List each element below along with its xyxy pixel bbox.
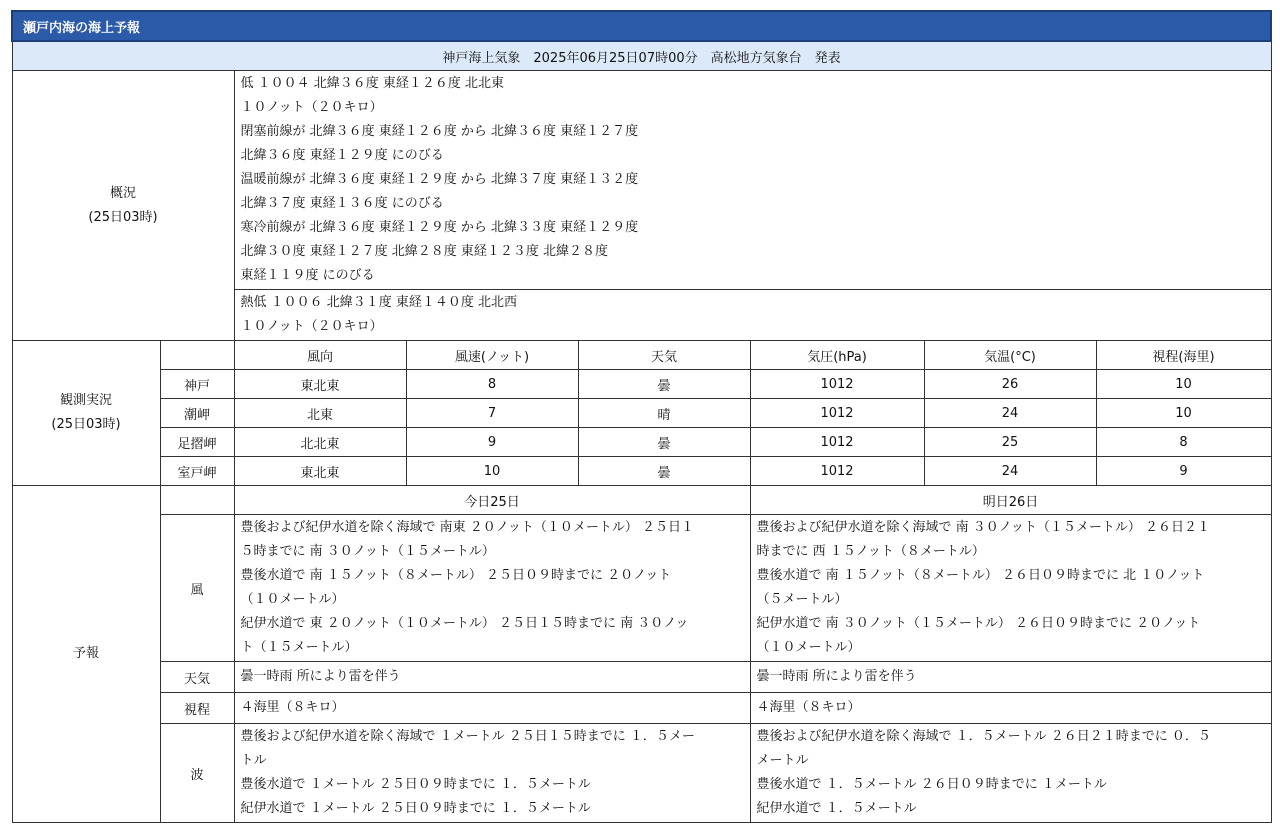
wind-label: 風 [160, 515, 234, 662]
observation-label: 観測実況 (25日03時) [12, 341, 160, 486]
visibility-day1: ４海里（８キロ） [234, 693, 750, 724]
cell: 10 [1096, 399, 1271, 428]
cell: 北北東 [234, 428, 406, 457]
table-row [12, 370, 1271, 399]
col-header: 気圧(hPa) [750, 341, 924, 370]
overview-label: 概況 (25日03時) [12, 71, 234, 341]
forecast-header-blank [160, 486, 234, 515]
wave-day1: 豊後および紀伊水道を除く海域で １メートル ２５日１５時までに １．５メー トル 豊後水道で １メートル ２５日０９時までに １．５メートル 紀伊水道で １メートル ２５日０９時までに １．５メートル [234, 724, 750, 823]
cell: 1012 [750, 457, 924, 486]
cell: 曇 [578, 428, 750, 457]
cell: 8 [1096, 428, 1271, 457]
station-name: 神戸 [160, 370, 234, 399]
station-name: 室戸岬 [160, 457, 234, 486]
table-row [12, 428, 1271, 457]
cell: 10 [406, 457, 578, 486]
cell: 9 [1096, 457, 1271, 486]
col-header: 風向 [234, 341, 406, 370]
wave-label: 波 [160, 724, 234, 823]
forecast-label: 予報 [12, 486, 160, 823]
cell: 晴 [578, 399, 750, 428]
cell: 1012 [750, 428, 924, 457]
col-header: 気温(°C) [924, 341, 1096, 370]
cell: 26 [924, 370, 1096, 399]
overview-block-1: 低 １００４ 北緯３６度 東経１２６度 北北東 １０ノット（２０キロ） 閉塞前線が 北緯３６度 東経１２６度 から 北緯３６度 東経１２７度 北緯３６度 東経１２９度 にのびる 温暖前線が 北緯３６度 東経１２９度 から 北緯３７度 東経１３２度 北緯３７度 東経１３６度 にのびる 寒冷前線が 北緯３６度 東経１２９度 から 北緯３３度 東経１２９度 北緯３０度 東経１２７度 北緯２８度 東経１２３度 北緯２８度 東経１１９度 にのびる [234, 71, 1271, 290]
cell: 1012 [750, 399, 924, 428]
cell: 曇 [578, 457, 750, 486]
overview-block-2: 熱低 １００６ 北緯３１度 東経１４０度 北北西 １０ノット（２０キロ） [234, 290, 1271, 341]
visibility-label: 視程 [160, 693, 234, 724]
cell: 曇 [578, 370, 750, 399]
station-name: 足摺岬 [160, 428, 234, 457]
cell: 10 [1096, 370, 1271, 399]
forecast-table [11, 10, 1272, 823]
wind-day1: 豊後および紀伊水道を除く海域で 南東 ２０ノット（１０メートル） ２５日１ ５時までに 南 ３０ノット（１５メートル） 豊後水道で 南 １５ノット（８メートル） ２５日０９時までに ２０ノット （１０メートル） 紀伊水道で 東 ２０ノット（１０メートル） ２５日１５時までに 南 ３０ノッ ト（１５メートル） [234, 515, 750, 662]
weather-label: 天気 [160, 662, 234, 693]
cell: 1012 [750, 370, 924, 399]
station-header-blank [160, 341, 234, 370]
wind-day2: 豊後および紀伊水道を除く海域で 南 ３０ノット（１５メートル） ２６日２１ 時までに 西 １５ノット（８メートル） 豊後水道で 南 １５ノット（８メートル） ２６日０９時までに 北 １０ノット （５メートル） 紀伊水道で 南 ３０ノット（１５メートル） ２６日０９時までに ２０ノット （１０メートル） [750, 515, 1271, 662]
cell: 7 [406, 399, 578, 428]
weather-day2: 曇一時雨 所により雷を伴う [750, 662, 1271, 693]
cell: 東北東 [234, 457, 406, 486]
table-row [12, 399, 1271, 428]
cell: 8 [406, 370, 578, 399]
station-name: 潮岬 [160, 399, 234, 428]
table-row [12, 457, 1271, 486]
cell: 9 [406, 428, 578, 457]
cell: 東北東 [234, 370, 406, 399]
wave-day2: 豊後および紀伊水道を除く海域で １．５メートル ２６日２１時までに ０．５ メートル 豊後水道で １．５メートル ２６日０９時までに １メートル 紀伊水道で １．５メートル [750, 724, 1271, 823]
cell: 北東 [234, 399, 406, 428]
col-header: 天気 [578, 341, 750, 370]
col-header: 風速(ノット) [406, 341, 578, 370]
weather-day1: 曇一時雨 所により雷を伴う [234, 662, 750, 693]
col-header: 視程(海里) [1096, 341, 1271, 370]
cell: 24 [924, 457, 1096, 486]
page-title: 瀬戸内海の海上予報 [12, 11, 1271, 41]
issue-info: 神戸海上気象 2025年06月25日07時00分 高松地方気象台 発表 [12, 41, 1271, 71]
cell: 24 [924, 399, 1096, 428]
visibility-day2: ４海里（８キロ） [750, 693, 1271, 724]
cell: 25 [924, 428, 1096, 457]
day1-header: 今日25日 [234, 486, 750, 515]
day2-header: 明日26日 [750, 486, 1271, 515]
